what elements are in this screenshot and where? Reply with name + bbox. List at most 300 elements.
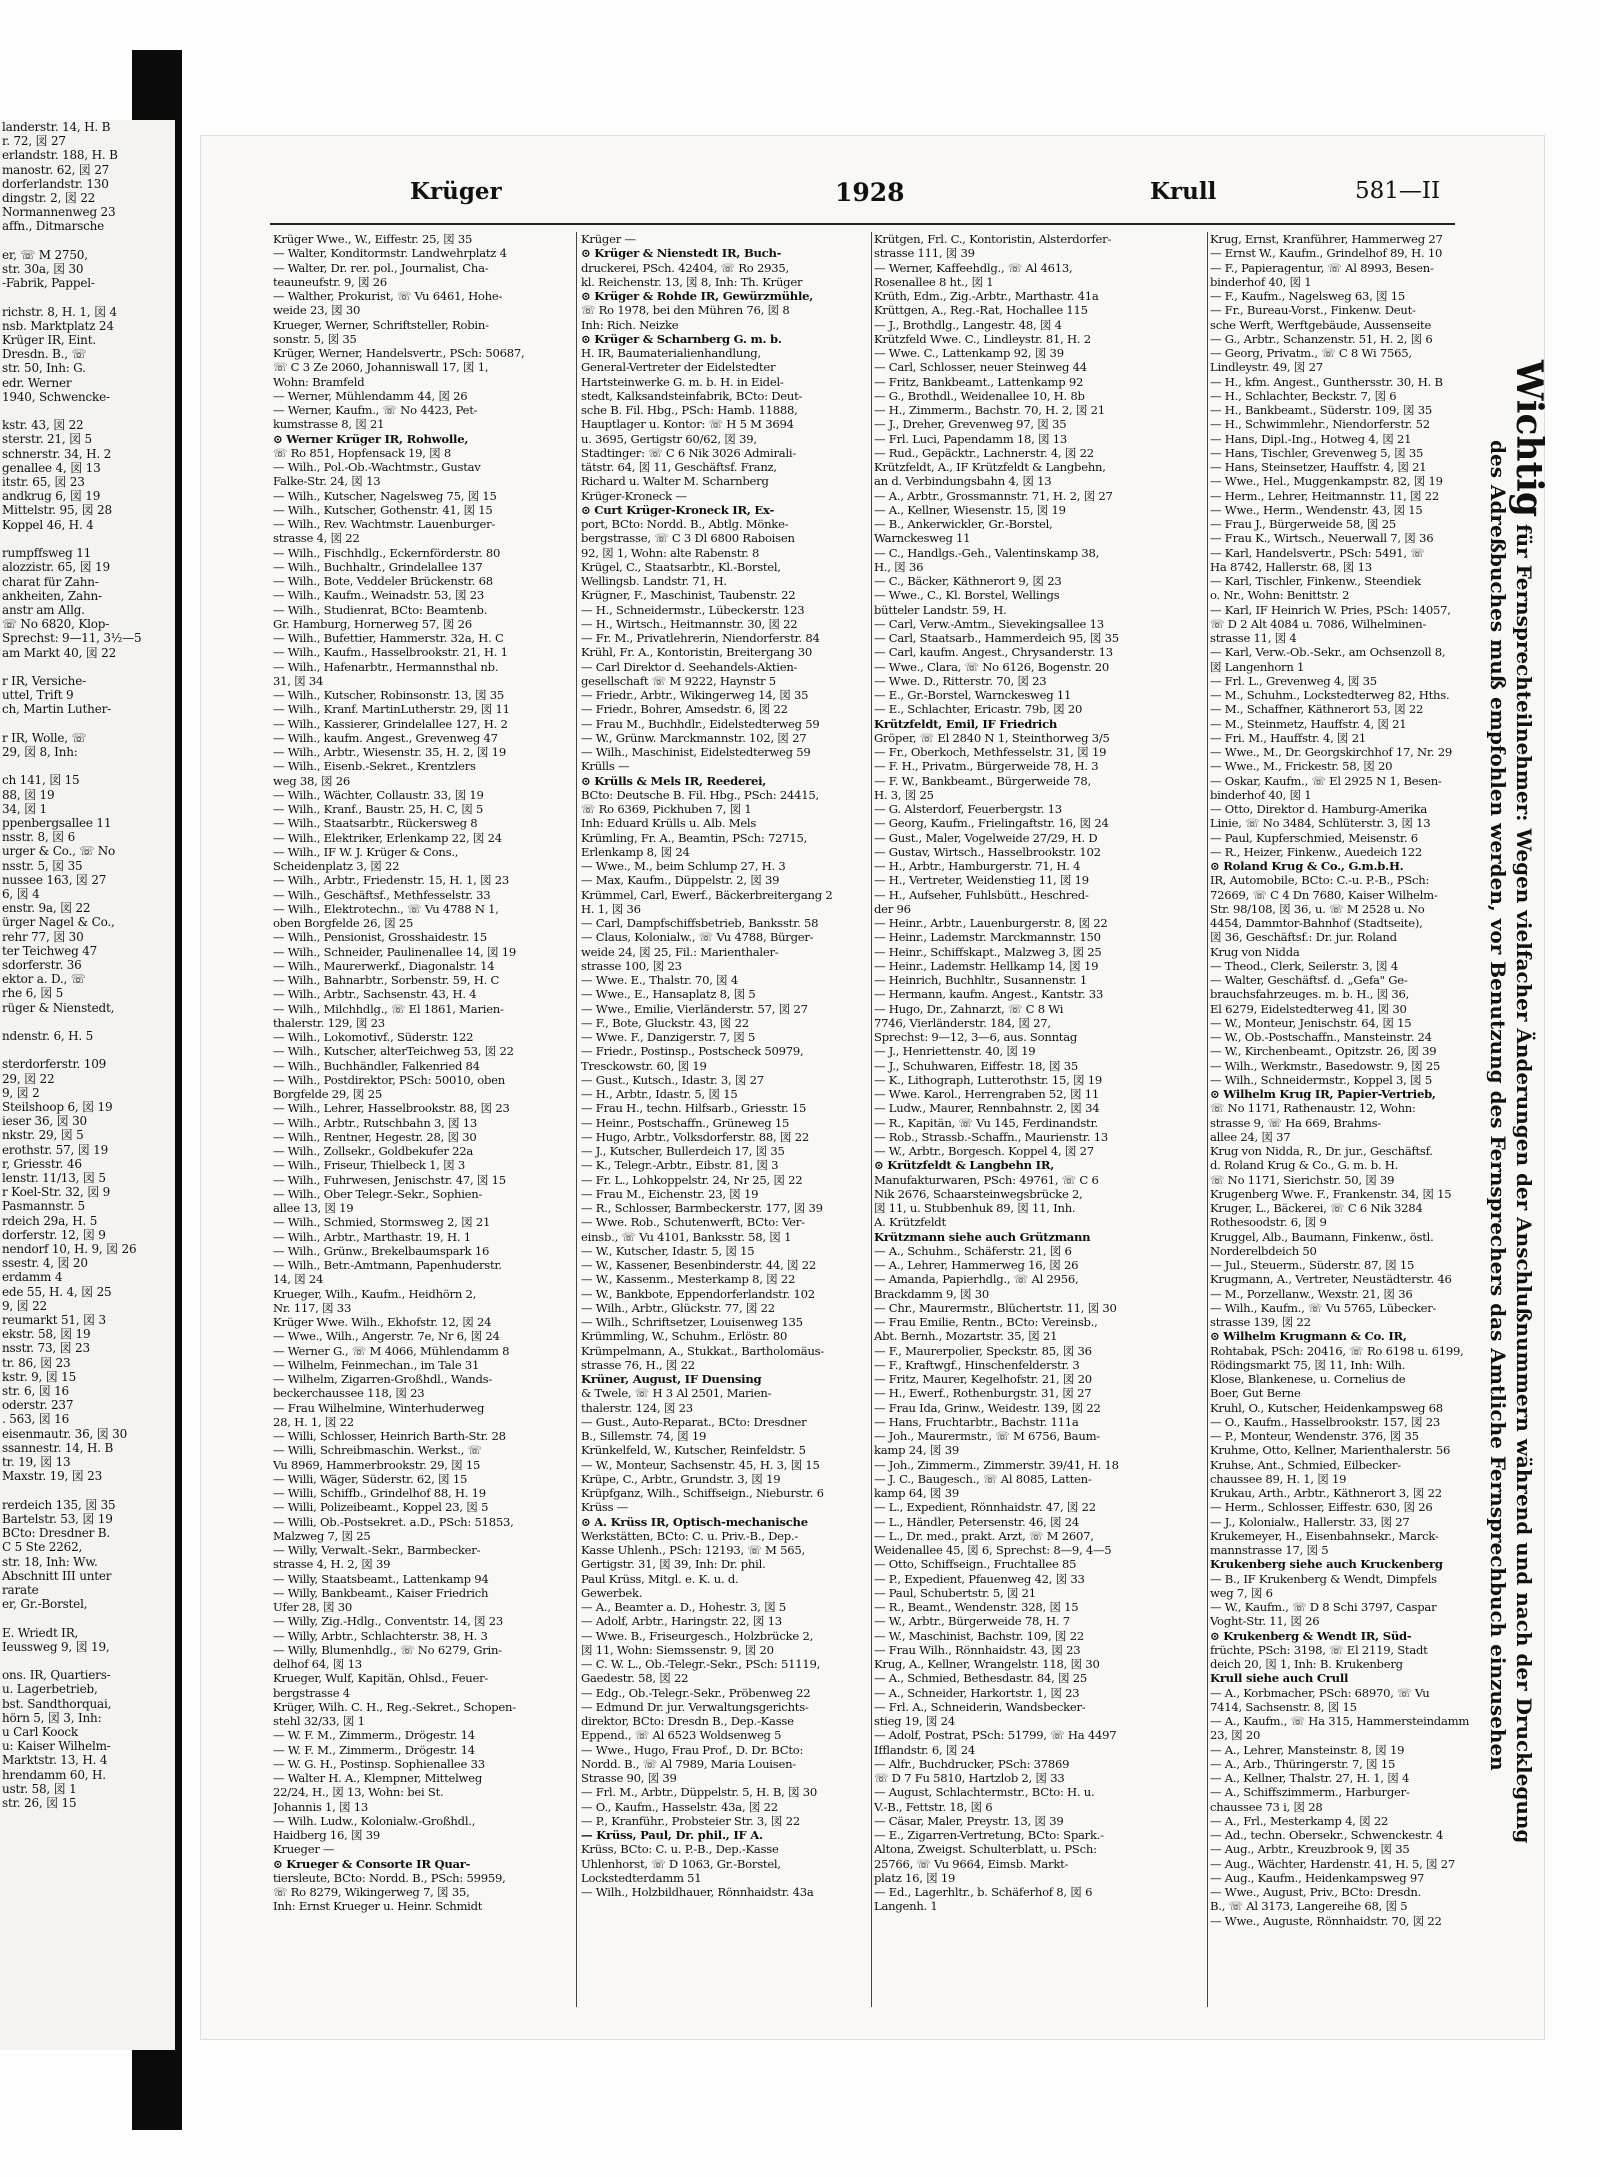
directory-entry: ⊙ Krukenberg & Wendt IR, Süd- — [1210, 1628, 1412, 1643]
directory-entry: Werkstätten, BCto: C. u. Priv.-B., Dep.- — [581, 1528, 799, 1543]
directory-entry: oben Borgfelde 26, 図 25 — [273, 916, 414, 930]
directory-entry: — E., Schlachter, Ericastr. 79b, 図 20 — [874, 702, 1083, 717]
fragment-line — [0, 532, 175, 546]
directory-entry: — Wilh., Bufettier, Hammerstr. 32a, H. C — [273, 631, 504, 645]
directory-entry: Krugenberg Wwe. F., Frankenstr. 34, 図 15 — [1210, 1186, 1452, 1201]
directory-entry: Krützfeldt, Emil, IF Friedrich — [874, 716, 1058, 731]
directory-entry: — P., Kranführ., Probsteier Str. 3, 図 22 — [581, 1813, 800, 1828]
directory-entry: Krüger-Kroneck — — [581, 488, 687, 503]
directory-entry: ☏ No 1171, Rathenaustr. 12, Wohn: — [1210, 1101, 1416, 1116]
fragment-line — [0, 234, 175, 248]
fragment-line: er, Gr.-Borstel, — [2, 1597, 88, 1612]
directory-entry: Norderelbdeich 50 — [1210, 1243, 1317, 1258]
fragment-line: dorferlandstr. 130 — [2, 176, 109, 191]
directory-entry: Krülls — — [581, 759, 630, 774]
directory-entry: — Karl, Handelsvertr., PSch: 5491, ☏ — [1210, 545, 1425, 560]
directory-entry: gesellschaft ☏ M 9222, Haynstr 5 — [581, 673, 776, 688]
fragment-line: lenstr. 11/13, 図 5 — [2, 1171, 106, 1186]
directory-entry: kumstrasse 8, 図 21 — [273, 417, 385, 432]
fragment-line: eisenmautr. 36, 図 30 — [2, 1426, 128, 1441]
directory-entry: Krüger, Wilh. C. H., Reg.-Sekret., Schopen- — [273, 1699, 516, 1714]
directory-entry: — Gust., Auto-Reparat., BCto: Dresdner — [581, 1414, 807, 1429]
directory-entry: V.-B., Fettstr. 18, 図 6 — [874, 1799, 993, 1814]
fragment-line: ieser 36, 図 30 — [2, 1114, 87, 1129]
directory-entry: ⊙ Krueger & Consorte IR Quar- — [273, 1856, 471, 1871]
directory-entry: 23, 図 20 — [1210, 1728, 1261, 1743]
fragment-line: charat für Zahn- — [2, 574, 99, 589]
directory-entry: brauchsfahrzeuges. m. b. H., 図 36, — [1210, 987, 1410, 1002]
fragment-line — [0, 1043, 175, 1057]
directory-entry: Falke-Str. 24, 図 13 — [273, 474, 381, 489]
directory-entry: Stadtinger: ☏ C 6 Nik 3026 Admirali- — [581, 445, 797, 460]
directory-entry: Brackdamm 9, 図 30 — [874, 1286, 990, 1301]
directory-entry: — W., Arbtr., Borgesch. Koppel 4, 図 27 — [874, 1144, 1094, 1158]
directory-entry: Krügel, C., Staatsarbtr., Kl.-Borstel, — [581, 559, 781, 574]
directory-entry: Ufer 28, 図 30 — [273, 1600, 353, 1614]
directory-entry: 22/24, H., 図 13, Wohn: bei St. — [273, 1785, 444, 1800]
directory-entry: — Chr., Maurermstr., Blüchertstr. 11, 図 30 — [874, 1300, 1117, 1315]
directory-entry: Borgfelde 29, 図 25 — [273, 1087, 382, 1101]
header-right: Krull — [1150, 178, 1217, 205]
directory-entry: — W., Kaufm., ☏ D 8 Schi 3797, Caspar — [1210, 1600, 1437, 1614]
directory-entry: ☏ No 1171, Sierichstr. 50, 図 39 — [1210, 1172, 1395, 1187]
directory-entry: — Georg, Privatm., ☏ C 8 Wi 7565, — [1210, 346, 1412, 360]
directory-entry: IR, Automobile, BCto: C.-u. P.-B., PSch: — [1210, 873, 1430, 888]
directory-entry: — R., Heizer, Finkenw., Auedeich 122 — [1210, 844, 1422, 859]
directory-entry: 14, 図 24 — [273, 1272, 324, 1287]
directory-entry: — Wilh., Buchhändler, Falkenried 84 — [273, 1058, 480, 1073]
fragment-line: sdorferstr. 36 — [2, 957, 82, 972]
fragment-line: . 563, 図 16 — [2, 1412, 70, 1427]
fragment-line: str. 6, 図 16 — [2, 1384, 69, 1399]
fragment-line: urger & Co., ☏ No — [2, 844, 116, 859]
fragment-line: nsstr. 73, 図 23 — [2, 1341, 90, 1356]
directory-entry: 31, 図 34 — [273, 673, 324, 688]
directory-entry: ⊙ Krülls & Mels IR, Reederei, — [581, 773, 767, 788]
directory-entry: Strasse 90, 図 39 — [581, 1771, 677, 1785]
fragment-line: landerstr. 14, H. B — [2, 120, 111, 134]
directory-entry: Krüger — — [581, 232, 636, 246]
directory-entry: bergstrasse, ☏ C 3 Dl 6800 Raboisen — [581, 531, 795, 546]
directory-entry: — Hugo, Arbtr., Volksdorferstr. 88, 図 22 — [581, 1129, 809, 1144]
directory-entry: — W., Monteur, Sachsenstr. 45, H. 3, 図 15 — [581, 1457, 820, 1472]
directory-entry: — Wwe., August, Priv., BCto: Dresdn. — [1210, 1885, 1422, 1899]
fragment-line: kstr. 43, 図 22 — [2, 418, 84, 433]
fragment-line: manostr. 62, 図 27 — [2, 162, 110, 177]
directory-entry: thalerstr. 129, 図 23 — [273, 1015, 385, 1030]
directory-entry: — Walter, Konditormstr. Landwehrplatz 4 — [273, 246, 507, 261]
directory-entry: 28, H. 1, 図 22 — [273, 1414, 354, 1429]
fragment-line — [0, 759, 175, 773]
fragment-line: Dresdn. B., ☏ — [2, 347, 87, 362]
directory-entry: — H., Schwimmlehr., Niendorferstr. 52 — [1210, 417, 1430, 432]
side-notice-text — [1462, 360, 1550, 1970]
directory-entry: H. IR, Baumaterialienhandlung, — [581, 346, 761, 360]
directory-entry: — Friedr., Arbtr., Wikingerweg 14, 図 35 — [581, 688, 809, 702]
directory-entry: — W., Bankbote, Eppendorferlandstr. 102 — [581, 1286, 815, 1301]
fragment-line: 29, 図 22 — [2, 1071, 55, 1086]
directory-entry: — A., Kellner, Wiesenstr. 15, 図 19 — [874, 502, 1066, 517]
directory-entry: — Wilh., Kutscher, Nagelsweg 75, 図 15 — [273, 488, 497, 503]
directory-entry: — Wilh. Ludw., Kolonialw.-Großhdl., — [273, 1813, 476, 1828]
directory-entry: d. Roland Krug & Co., G. m. b. H. — [1210, 1158, 1399, 1173]
directory-entry: ⊙ Werner Krüger IR, Rohwolle, — [273, 431, 469, 446]
directory-entry: — Hans, Dipl.-Ing., Hotweg 4, 図 21 — [1210, 431, 1412, 446]
directory-entry: — Hans, Steinsetzer, Hauffstr. 4, 図 21 — [1210, 460, 1427, 474]
column-divider — [576, 232, 577, 2007]
directory-entry: Rothesoodstr. 6, 図 9 — [1210, 1215, 1327, 1230]
directory-entry: — Wilh., Maschinist, Eidelstedterweg 59 — [581, 745, 811, 759]
directory-entry: — Paul, Kupferschmied, Meisenstr. 6 — [1210, 830, 1418, 845]
fragment-line: 9, 図 22 — [2, 1298, 47, 1313]
directory-entry: Rosenallee 8 ht., 図 1 — [874, 274, 994, 289]
directory-entry: Krukenberg siehe auch Kruckenberg — [1210, 1557, 1443, 1572]
directory-entry: — Wwe., C., Kl. Borstel, Wellings — [874, 588, 1060, 603]
directory-entry: Paul Krüss, Mitgl. e. K. u. d. — [581, 1571, 739, 1586]
directory-entry: Gewerbek. — [581, 1585, 643, 1600]
directory-entry: — A., Kellner, Thalstr. 27, H. 1, 図 4 — [1210, 1771, 1410, 1785]
directory-entry: — Edmund Dr. jur. Verwaltungsgerichts- — [581, 1699, 809, 1714]
directory-entry: — Hans, Tischler, Grevenweg 5, 図 35 — [1210, 445, 1424, 460]
page-header — [200, 178, 1540, 214]
fragment-line: str. 26, 図 15 — [2, 1795, 77, 1810]
directory-entry: Krützfeldt, A., IF Krützfeldt & Langbehn, — [874, 460, 1106, 474]
fragment-line: dingstr. 2, 図 22 — [2, 191, 96, 206]
directory-entry: Gr. Hamburg, Hornerweg 57, 図 26 — [273, 616, 472, 631]
directory-entry: — Frl. Luci, Papendamm 18, 図 13 — [874, 431, 1068, 446]
directory-entry: — W., Arbtr., Bürgerweide 78, H. 7 — [874, 1614, 1070, 1629]
directory-entry: Krug, A., Kellner, Wrangelstr. 118, 図 30 — [874, 1657, 1100, 1671]
directory-entry: — Wilh., IF W. J. Krüger & Cons., — [273, 844, 459, 859]
directory-entry: Krüpe, C., Arbtr., Grundstr. 3, 図 19 — [581, 1471, 781, 1486]
directory-entry: Ifflandstr. 6, 図 24 — [874, 1742, 975, 1757]
directory-entry: Inh: Ernst Krueger u. Heinr. Schmidt — [273, 1899, 483, 1914]
side-notice — [1470, 360, 1550, 1970]
fragment-line: genallee 4, 図 13 — [2, 460, 101, 475]
directory-entry: — H., Zimmerm., Bachstr. 70, H. 2, 図 21 — [874, 403, 1105, 417]
directory-entry: — Theod., Clerk, Seilerstr. 3, 図 4 — [1210, 958, 1398, 973]
directory-entry: — H., Aufseher, Fuhlsbütt., Heschred- — [874, 887, 1089, 902]
directory-entry: — Werner, Kaufm., ☏ No 4423, Pet- — [273, 403, 478, 417]
directory-entry: — Wwe., E., Hansaplatz 8, 図 5 — [581, 987, 756, 1002]
directory-entry: Krug von Nidda — [1210, 944, 1300, 959]
directory-entry: — H., Vertreter, Weidenstieg 11, 図 19 — [874, 873, 1089, 888]
fragment-line: nsstr. 8, 図 6 — [2, 830, 76, 845]
directory-entry: Krüger Wwe., W., Eiffestr. 25, 図 35 — [273, 232, 473, 246]
fragment-line: ☏ No 6820, Klop- — [2, 617, 110, 632]
directory-entry: — Wilh., Arbtr., Glückstr. 77, 図 22 — [581, 1300, 775, 1315]
fragment-line — [0, 1484, 175, 1498]
directory-entry: — P., Expedient, Pfauenweg 42, 図 33 — [874, 1571, 1085, 1586]
fragment-line: 34, 図 1 — [2, 801, 47, 816]
directory-entry: Gröper, ☏ El 2840 N 1, Steinthorweg 3/5 — [874, 730, 1110, 745]
fragment-line: Koppel 46, H. 4 — [2, 517, 94, 532]
fragment-line: Pasmannstr. 5 — [2, 1199, 85, 1214]
directory-entry: — A., Lehrer, Hammerweg 16, 図 26 — [874, 1258, 1079, 1272]
directory-entry: — Wwe. B., Friseurgesch., Holzbrücke 2, — [581, 1628, 814, 1643]
directory-entry: ⊙ Krüger & Nienstedt IR, Buch- — [581, 246, 782, 261]
directory-entry: Abt. Bernh., Mozartstr. 35, 図 21 — [874, 1329, 1058, 1344]
directory-entry: Altona, Zweigst. Schulterblatt, u. PSch: — [874, 1842, 1097, 1857]
column-3 — [874, 232, 1204, 2027]
fragment-line: Ieussweg 9, 図 19, — [2, 1639, 110, 1654]
directory-entry: — F., Papieragentur, ☏ Al 8993, Besen- — [1210, 260, 1434, 275]
directory-entry: — Wilh., kaufm. Angest., Grevenweg 47 — [273, 730, 498, 745]
fragment-line: tr. 86, 図 23 — [2, 1355, 71, 1370]
fragment-line: rhe 6, 図 5 — [2, 986, 64, 1001]
directory-entry: — Cäsar, Maler, Preystr. 13, 図 39 — [874, 1813, 1064, 1828]
directory-entry: — A., Frl., Mesterkamp 4, 図 22 — [1210, 1813, 1389, 1828]
header-rule — [270, 223, 1455, 225]
directory-entry: — Heinrich, Buchhltr., Susannenstr. 1 — [874, 973, 1088, 987]
directory-entry: Ha 8742, Hallerstr. 68, 図 13 — [1210, 559, 1372, 574]
directory-entry: — Wilh., Ober Telegr.-Sekr., Sophien- — [273, 1186, 483, 1201]
fragment-line: 88, 図 19 — [2, 787, 55, 802]
directory-entry: — K., Lithograph, Lutterothstr. 15, 図 19 — [874, 1072, 1103, 1087]
notice-head: Wichtig — [1508, 360, 1550, 518]
directory-entry: B., ☏ Al 3173, Langereihe 68, 図 5 — [1210, 1899, 1408, 1914]
fragment-line: E. Wriedt IR, — [2, 1625, 79, 1640]
fragment-line: Sprechst: 9—11, 3½—5 — [2, 631, 142, 646]
directory-entry: ☏ Ro 1978, bei den Mühren 76, 図 8 — [581, 303, 790, 318]
directory-entry: — Wilh., Arbtr., Sachsenstr. 43, H. 4 — [273, 987, 477, 1002]
fragment-line: u: Kaiser Wilhelm- — [2, 1739, 111, 1754]
directory-entry: Hauptlager u. Kontor: ☏ H 5 M 3694 — [581, 417, 794, 432]
directory-entry: — Wilh., Schmied, Stormsweg 2, 図 21 — [273, 1215, 491, 1230]
fragment-line: ustr. 58, 図 1 — [2, 1781, 77, 1796]
directory-entry: Warnckesweg 11 — [874, 531, 971, 546]
directory-entry: Krukau, Arth., Arbtr., Käthnerort 3, 図 22 — [1210, 1486, 1442, 1500]
directory-entry: — A., Kaufm., ☏ Ha 315, Hammersteindamm — [1210, 1714, 1470, 1728]
directory-entry: — Carl, Staatsarb., Hammerdeich 95, 図 35 — [874, 631, 1119, 645]
header-year: 1928 — [835, 178, 905, 207]
fragment-line: ch 141, 図 15 — [2, 773, 80, 788]
fragment-line: -Fabrik, Pappel- — [2, 276, 95, 291]
directory-entry: — Frau M., Buchhdlr., Eidelstedterweg 59 — [581, 716, 820, 731]
fragment-line: er, ☏ M 2750, — [2, 247, 88, 262]
fragment-line: rarate — [2, 1582, 39, 1597]
directory-entry: — Frau K., Wirtsch., Neuerwall 7, 図 36 — [1210, 531, 1434, 546]
directory-entry: — Werner, Kaffeehdlg., ☏ Al 4613, — [874, 260, 1073, 275]
fragment-line: rumpffsweg 11 — [2, 546, 92, 561]
directory-entry: — Wilh., Kaufm., ☏ Vu 5765, Lübecker- — [1210, 1300, 1437, 1315]
directory-entry: — J., Kolonialw., Hallerstr. 33, 図 27 — [1210, 1514, 1410, 1529]
fragment-line: Bartelstr. 53, 図 19 — [2, 1511, 113, 1526]
directory-entry: Krümmel, Carl, Ewerf., Bäckerbreitergang 2 — [581, 887, 833, 902]
directory-entry: — W. F. M., Zimmerm., Drögestr. 14 — [273, 1728, 475, 1743]
directory-entry: — Frau Ida, Grinw., Weidestr. 139, 図 22 — [874, 1400, 1101, 1415]
directory-entry: beckerchaussee 118, 図 23 — [273, 1386, 425, 1401]
fragment-line — [0, 660, 175, 674]
directory-entry: Krug von Nidda, R., Dr. jur., Geschäftsf. — [1210, 1144, 1433, 1158]
directory-entry: Krüttgen, A., Reg.-Rat, Hochallee 115 — [874, 303, 1088, 318]
directory-entry: — Walther, Prokurist, ☏ Vu 6461, Hohe- — [273, 289, 503, 303]
directory-entry: — Fr., Oberkoch, Methfesselstr. 31, 図 19 — [874, 745, 1107, 759]
directory-entry: — Amanda, Papierhdlg., ☏ Al 2956, — [874, 1272, 1079, 1287]
directory-entry: port, BCto: Nordd. B., Abtlg. Mönke- — [581, 517, 789, 531]
directory-entry: — J., Henriettenstr. 40, 図 19 — [874, 1044, 1036, 1059]
directory-entry: Kruhl, O., Kutscher, Heidenkampsweg 68 — [1210, 1400, 1443, 1415]
directory-entry: Hartsteinwerke G. m. b. H. in Eidel- — [581, 374, 784, 389]
directory-entry: ☏ Ro 8279, Wikingerweg 7, 図 35, — [273, 1885, 470, 1899]
directory-entry: — Willi, Schiffb., Grindelhof 88, H. 19 — [273, 1486, 486, 1500]
directory-entry: — W., Maschinist, Bachstr. 109, 図 22 — [874, 1628, 1084, 1643]
directory-entry: — L., Händler, Petersenstr. 46, 図 24 — [874, 1514, 1080, 1529]
directory-entry: — J. C., Baugesch., ☏ Al 8085, Latten- — [874, 1471, 1092, 1486]
fragment-line: reumarkt 51, 図 3 — [2, 1313, 106, 1328]
directory-entry: Krug, Ernst, Kranführer, Hammerweg 27 — [1210, 232, 1443, 246]
directory-entry: — Wwe. D., Ritterstr. 70, 図 23 — [874, 673, 1047, 688]
directory-entry: einsb., ☏ Vu 4101, Banksstr. 58, 図 1 — [581, 1229, 792, 1244]
fragment-line: Steilshoop 6, 図 19 — [2, 1100, 113, 1115]
directory-entry: — C., Bäcker, Käthnerort 9, 図 23 — [874, 574, 1062, 588]
directory-entry: — Wilh., Staatsarbtr., Rückersweg 8 — [273, 816, 478, 831]
directory-entry: — Friedr., Postinsp., Postscheck 50979, — [581, 1044, 804, 1059]
fragment-line: Krüger IR, Eint. — [2, 333, 96, 348]
directory-entry: — Wilh., Pol.-Ob.-Wachtmstr., Gustav — [273, 460, 481, 474]
directory-entry: — A., Schmied, Bethesdastr. 84, 図 25 — [874, 1671, 1088, 1686]
directory-entry: — Wwe., Herm., Wendenstr. 43, 図 15 — [1210, 502, 1423, 517]
directory-entry: H., 図 36 — [874, 559, 924, 574]
directory-entry: — Willy, Zig.-Hdlg., Conventstr. 14, 図 23 — [273, 1614, 504, 1629]
directory-entry: Krütgen, Frl. C., Kontoristin, Alsterdorfer- — [874, 232, 1112, 246]
fragment-line: schnerstr. 34, H. 2 — [2, 446, 112, 461]
directory-entry: — H., Schneidermstr., Lübeckerstr. 123 — [581, 602, 805, 617]
directory-entry: — R., Kapitän, ☏ Vu 145, Ferdinandstr. — [874, 1115, 1098, 1130]
directory-entry: — Wwe., Auguste, Rönnhaidstr. 70, 図 22 — [1210, 1913, 1442, 1928]
directory-entry: teauneufstr. 9, 図 26 — [273, 274, 388, 289]
directory-entry: — Herm., Schlosser, Eiffestr. 630, 図 26 — [1210, 1500, 1433, 1515]
directory-entry: ⊙ Roland Krug & Co., G.m.b.H. — [1210, 859, 1404, 873]
directory-entry: binderhof 40, 図 1 — [1210, 787, 1312, 802]
directory-entry: — Ludw., Maurer, Rennbahnstr. 2, 図 34 — [874, 1101, 1100, 1116]
directory-entry: Krull siehe auch Crull — [1210, 1671, 1349, 1686]
directory-entry: — C., Handlgs.-Geh., Valentinskamp 38, — [874, 545, 1100, 560]
directory-entry: ⊙ Krüger & Scharnberg G. m. b. — [581, 331, 782, 346]
directory-entry: — Wilh., Elektrotechn., ☏ Vu 4788 N 1, — [273, 901, 499, 916]
fragment-line: ekstr. 58, 図 19 — [2, 1327, 91, 1342]
directory-entry: — Wilh., Fuhrwesen, Jenischstr. 47, 図 15 — [273, 1172, 506, 1187]
fragment-line: rdeich 29a, H. 5 — [2, 1213, 98, 1228]
directory-entry: Kasse Uhlenh., PSch: 12193, ☏ M 565, — [581, 1543, 805, 1557]
directory-entry: Johannis 1, 図 13 — [273, 1799, 369, 1814]
fragment-line: ssannestr. 14, H. B — [2, 1440, 114, 1455]
directory-entry: — Heinr., Lademstr. Hellkamp 14, 図 19 — [874, 958, 1099, 973]
directory-entry: strasse 139, 図 22 — [1210, 1315, 1311, 1329]
directory-entry: — Wwe., Hel., Muggenkampstr. 82, 図 19 — [1210, 474, 1443, 489]
directory-entry: — Willy, Bankbeamt., Kaiser Friedrich — [273, 1585, 489, 1600]
directory-entry: — Frl. M., Arbtr., Düppelstr. 5, H. B, 図 30 — [581, 1785, 818, 1800]
directory-entry: — Jul., Steuerm., Süderstr. 87, 図 15 — [1210, 1258, 1415, 1272]
directory-entry: bütteler Landstr. 59, H. — [874, 602, 1007, 617]
directory-entry: Krugmann, A., Vertreter, Neustädterstr. 46 — [1210, 1272, 1452, 1287]
fragment-line: affn., Ditmarsche — [2, 219, 105, 234]
directory-entry: — Wilh., Maurerwerkf., Diagonalstr. 14 — [273, 958, 495, 973]
directory-entry: — H., Wirtsch., Heitmannstr. 30, 図 22 — [581, 616, 798, 631]
directory-entry: ☏ D 2 Alt 4084 u. 7086, Wilhelminen- — [1210, 616, 1427, 631]
fragment-line: BCto: Dresdner B. — [2, 1526, 111, 1541]
directory-entry: strasse 100, 図 23 — [581, 958, 682, 973]
fragment-line: nkstr. 29, 図 5 — [2, 1128, 84, 1143]
directory-entry: — Carl, kaufm. Angest., Chrysanderstr. 13 — [874, 645, 1113, 660]
directory-entry: — Wilh., Lehrer, Hasselbrookstr. 88, 図 23 — [273, 1101, 510, 1116]
directory-entry: — Carl Direktor d. Seehandels-Aktien- — [581, 659, 798, 674]
directory-entry: — Aug., Wächter, Hardenstr. 41, H. 5, 図 27 — [1210, 1856, 1455, 1871]
directory-entry: — L., Dr. med., prakt. Arzt, ☏ M 2607, — [874, 1528, 1094, 1543]
directory-entry: — Hermann, kaufm. Angest., Kantstr. 33 — [874, 987, 1104, 1002]
directory-entry: — Joh., Maurermstr., ☏ M 6756, Baum- — [874, 1429, 1100, 1443]
fragment-line: nendorf 10, H. 9, 図 26 — [2, 1242, 137, 1257]
directory-entry: — R., Beamt., Wendenstr. 328, 図 15 — [874, 1600, 1079, 1614]
fragment-line: nsstr. 5, 図 35 — [2, 858, 83, 873]
directory-entry: 72669, ☏ C 4 Dn 7680, Kaiser Wilhelm- — [1210, 887, 1438, 902]
directory-entry: — Wilh., Kaufm., Weinadstr. 53, 図 23 — [273, 588, 485, 603]
directory-entry: — Wwe. Karol., Herrengraben 52, 図 11 — [874, 1087, 1100, 1101]
directory-entry: u. 3695, Gertigstr 60/62, 図 39, — [581, 431, 757, 446]
directory-entry: — August, Schlachtermstr., BCto: H. u. — [874, 1785, 1095, 1800]
fragment-line: hörn 5, 図 3, Inh: — [2, 1710, 102, 1725]
directory-entry: — M., Schuhm., Lockstedterweg 82, Hths. — [1210, 688, 1450, 702]
fragment-line — [0, 1015, 175, 1029]
directory-entry: — Wilh., Arbtr., Friedenstr. 15, H. 1, 図 23 — [273, 873, 510, 888]
directory-entry: ☏ C 3 Ze 2060, Johanniswall 17, 図 1, — [273, 360, 489, 375]
directory-entry: — Wilh., Schneider, Paulinenallee 14, 図 19 — [273, 944, 517, 959]
fragment-line: nussee 163, 図 27 — [2, 872, 107, 887]
directory-entry: Eppend., ☏ Al 6523 Woldsenweg 5 — [581, 1728, 782, 1743]
directory-entry: strasse 111, 図 39 — [874, 246, 975, 261]
directory-entry: — Adolf, Arbtr., Haringstr. 22, 図 13 — [581, 1614, 782, 1629]
directory-entry: — W. F. M., Zimmerm., Drögestr. 14 — [273, 1742, 475, 1757]
directory-entry: — Fr. L., Lohkoppelstr. 24, Nr 25, 図 22 — [581, 1172, 803, 1187]
fragment-line — [0, 290, 175, 304]
directory-entry: Krueger — — [273, 1842, 335, 1857]
fragment-line: andkrug 6, 図 19 — [2, 489, 101, 504]
directory-entry: — L., Expedient, Rönnhaidstr. 47, 図 22 — [874, 1500, 1096, 1515]
notice-line-2: des Adreßbuches muß empfohlen werden, vor Benutzung des Fernsprechers das Amtliche Fernsprechbuch einzusehen — [1486, 440, 1510, 1771]
directory-entry: Krüger Wwe. Wilh., Ekhofstr. 12, 図 24 — [273, 1315, 492, 1329]
directory-entry: — Frl. A., Schneiderin, Wandsbecker- — [874, 1699, 1086, 1714]
directory-entry: — Wwe., Clara, ☏ No 6126, Bogenstr. 20 — [874, 659, 1109, 674]
directory-entry: kamp 24, 図 39 — [874, 1443, 959, 1458]
fragment-line: ons. IR, Quartiers- — [2, 1668, 111, 1683]
header-left: Krüger — [410, 178, 502, 205]
fragment-line: C 5 Ste 2262, — [2, 1540, 83, 1555]
directory-entry: Krueger, Werner, Schriftsteller, Robin- — [273, 317, 489, 332]
fragment-line: r IR, Versiche- — [2, 673, 86, 688]
directory-entry: Wellingsb. Landstr. 71, H. — [581, 574, 727, 588]
directory-entry: Krüss, BCto: C. u. P.-B., Dep.-Kasse — [581, 1842, 779, 1857]
directory-entry: strasse 76, H., 図 22 — [581, 1357, 695, 1372]
directory-entry: — Wilh., Arbtr., Marthastr. 19, H. 1 — [273, 1229, 471, 1244]
directory-entry: — Wilh., Holzbildhauer, Rönnhaidstr. 43a — [581, 1885, 814, 1899]
directory-entry: — Wwe. C., Lattenkamp 92, 図 39 — [874, 346, 1064, 360]
directory-entry: — Wilh., Pensionist, Grosshaidestr. 15 — [273, 930, 487, 945]
directory-entry: Krüth, Edm., Zig.-Arbtr., Marthastr. 41a — [874, 289, 1099, 303]
directory-entry: — Friedr., Bohrer, Amsedstr. 6, 図 22 — [581, 702, 788, 717]
fragment-line: 1940, Schwencke- — [2, 389, 110, 404]
directory-entry: — Fr., Bureau-Vorst., Finkenw. Deut- — [1210, 303, 1416, 318]
directory-entry: — Willy, Staatsbeamt., Lattenkamp 94 — [273, 1571, 489, 1586]
directory-entry: — Wilh., Betr.-Amtmann, Papenhuderstr. — [273, 1258, 502, 1272]
fragment-line: sterdorferstr. 109 — [2, 1057, 107, 1072]
directory-entry: — Wwe. Rob., Schutenwerft, BCto: Ver- — [581, 1215, 805, 1230]
fragment-line: ch, Martin Luther- — [2, 702, 111, 717]
directory-entry: — H., Arbtr., Idastr. 5, 図 15 — [581, 1087, 738, 1101]
directory-entry: — Wilh., Kutscher, Gothenstr. 41, 図 15 — [273, 502, 493, 517]
directory-entry: — Wwe. F., Danzigerstr. 7, 図 5 — [581, 1030, 756, 1044]
directory-entry: — Hugo, Dr., Zahnarzt, ☏ C 8 Wi — [874, 1001, 1064, 1016]
directory-entry: — Karl, IF Heinrich W. Pries, PSch: 14057, — [1210, 602, 1451, 617]
